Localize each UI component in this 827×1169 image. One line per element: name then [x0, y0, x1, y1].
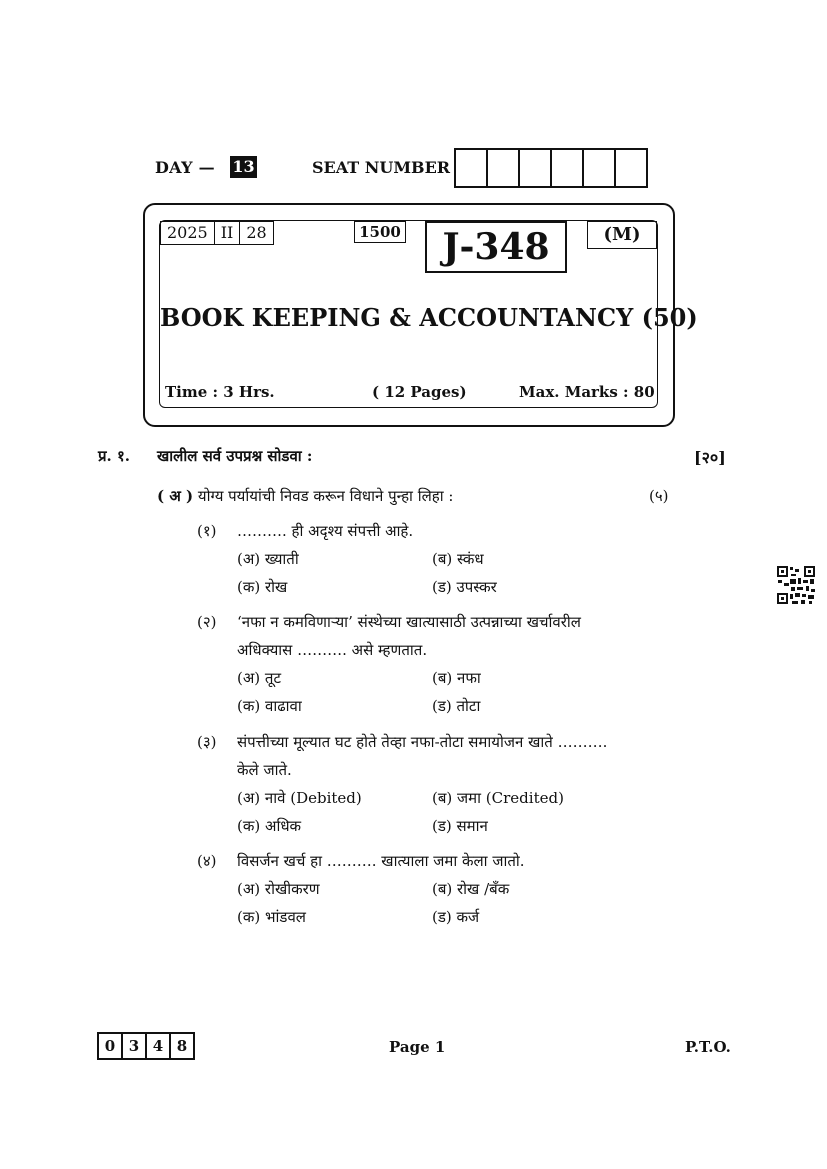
option-c: (क) अधिक — [237, 817, 302, 835]
seat-box — [616, 150, 646, 186]
option-a: (अ) ख्याती — [237, 550, 299, 568]
seat-box — [456, 150, 488, 186]
seat-box — [520, 150, 552, 186]
option-c: (क) रोख — [237, 578, 288, 596]
seat-number-boxes — [454, 148, 648, 188]
item-text-continued: अधिक्यास ………. असे म्हणतात. — [237, 641, 428, 659]
item-text-continued: केले जाते. — [237, 761, 292, 779]
option-d: (ड) उपस्कर — [432, 578, 497, 596]
question-marks: [२०] — [694, 448, 726, 467]
paper-count: 1500 — [354, 221, 406, 243]
please-turn-over: P.T.O. — [685, 1038, 731, 1056]
item-number: (२) — [197, 613, 217, 631]
qr-code-icon — [776, 565, 816, 605]
item-number: (४) — [197, 852, 217, 870]
section-marks: (५) — [649, 487, 669, 505]
question-number: प्र. १. — [98, 447, 131, 465]
day-number: 13 — [230, 156, 257, 178]
seat-box — [488, 150, 520, 186]
subject-code: J-348 — [425, 221, 567, 273]
option-b: (ब) स्कंध — [432, 550, 484, 568]
seat-box — [584, 150, 616, 186]
option-a: (अ) रोखीकरण — [237, 880, 320, 898]
section-label: ( अ ) — [157, 487, 194, 505]
code-digit: 3 — [123, 1034, 147, 1058]
question-title: खालील सर्व उपप्रश्न सोडवा : — [157, 447, 313, 465]
exam-time: Time : 3 Hrs. — [165, 383, 275, 401]
option-d: (ड) तोटा — [432, 697, 481, 715]
option-b: (ब) रोख /बँक — [432, 880, 510, 898]
option-c: (क) भांडवल — [237, 908, 306, 926]
option-d: (ड) कर्ज — [432, 908, 480, 926]
day-label: DAY — — [155, 158, 215, 177]
item-text: विसर्जन खर्च हा ………. खात्याला जमा केला जातो. — [237, 852, 525, 870]
section-text: योग्य पर्यायांची निवड करून विधाने पुन्हा लिहा : — [197, 487, 454, 505]
seat-box — [552, 150, 584, 186]
option-a: (अ) नावे (Debited) — [237, 789, 362, 807]
exam-date-code — [160, 221, 274, 245]
option-a: (अ) तूट — [237, 669, 282, 687]
page-number: Page 1 — [389, 1038, 446, 1056]
item-number: (१) — [197, 522, 217, 540]
exam-year: 2025 — [161, 222, 215, 244]
paper-code-boxes — [97, 1032, 195, 1060]
page-count: ( 12 Pages) — [372, 383, 467, 401]
subject-title: BOOK KEEPING & ACCOUNTANCY (50) — [160, 303, 698, 332]
option-d: (ड) समान — [432, 817, 488, 835]
code-digit: 4 — [147, 1034, 171, 1058]
option-b: (ब) नफा — [432, 669, 481, 687]
exam-date: 28 — [246, 223, 267, 242]
code-digit: 8 — [176, 1037, 188, 1055]
seat-number-label: SEAT NUMBER — [312, 158, 451, 177]
item-text: ………. ही अदृश्य संपत्ती आहे. — [237, 522, 414, 540]
section-heading — [157, 486, 453, 506]
item-text: ‘नफा न कमविणाऱ्या’ संस्थेच्या खात्यासाठी उत्पन्नाच्या खर्चावरील — [237, 613, 581, 631]
item-text: संपत्तीच्या मूल्यात घट होते तेव्हा नफा-तोटा समायोजन खाते ………. — [237, 733, 608, 751]
code-digit: 0 — [99, 1034, 123, 1058]
exam-month: II — [215, 222, 241, 244]
option-c: (क) वाढावा — [237, 697, 302, 715]
item-number: (३) — [197, 733, 217, 751]
max-marks: Max. Marks : 80 — [519, 383, 655, 401]
option-b: (ब) जमा (Credited) — [432, 789, 564, 807]
medium-badge: (M) — [587, 221, 657, 249]
